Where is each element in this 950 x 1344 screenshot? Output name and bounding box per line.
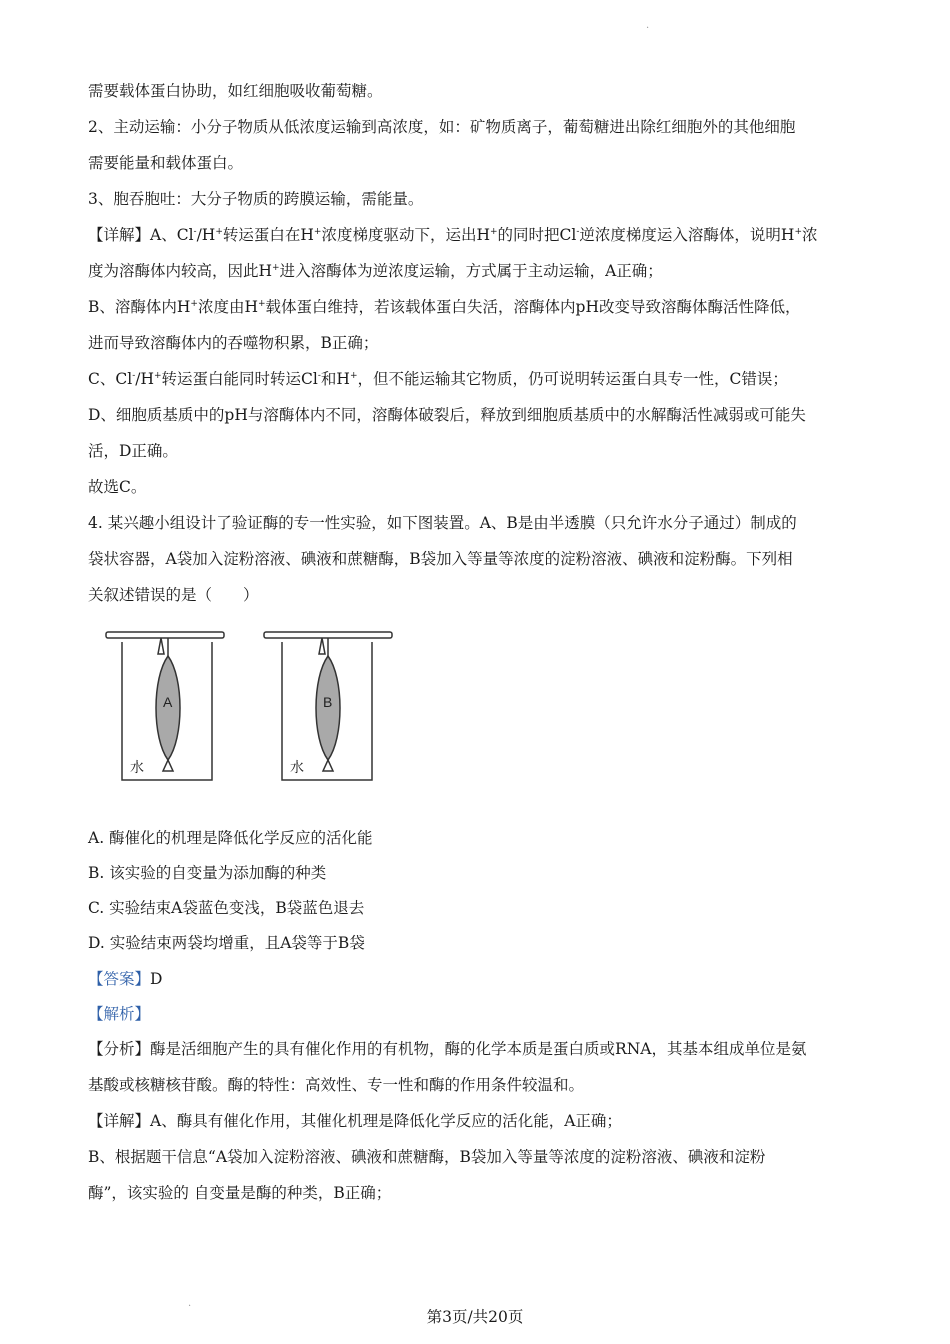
page-mark-dot: . <box>646 20 650 31</box>
answer-value: D <box>150 970 163 988</box>
analysis-line: B、根据题干信息“A袋加入淀粉溶液、碘液和蔗糖酶，B袋加入等量等浓度的淀粉溶液、碘液和淀粉 <box>88 1148 766 1166</box>
answer-line <box>88 968 868 990</box>
text-line: 2、主动运输：小分子物质从低浓度运输到高浓度，如：矿物质离子，葡萄糖进出除红细胞外的其他细胞 <box>88 118 796 136</box>
detail-line: 【详解】A、Cl-/H+转运蛋白在H+浓度梯度驱动下，运出H+的同时把Cl-逆浓度梯度运入溶酶体，说明H+浓 <box>88 226 818 244</box>
water-label-a: 水 <box>130 760 144 776</box>
water-label-b: 水 <box>290 760 304 776</box>
support-rod-a <box>106 632 224 638</box>
bag-b-label: B <box>323 694 333 710</box>
support-rod-b <box>264 632 392 638</box>
text-line: C、Cl-/H+转运蛋白能同时转运Cl-和H+，但不能运输其它物质，仍可说明转运蛋白具专一性，C错误； <box>88 370 788 388</box>
text-line: 3、胞吞胞吐：大分子物质的跨膜运输，需能量。 <box>88 190 424 208</box>
text-line: 度为溶酶体内较高，因此H+进入溶酶体为逆浓度运输，方式属于主动运输，A正确； <box>88 262 663 280</box>
question-stem: 4. 某兴趣小组设计了验证酶的专一性实验，如下图装置。A、B是由半透膜（只允许水分子通过）制成的 <box>88 514 797 532</box>
analysis-tag: 【解析】 <box>88 1005 151 1023</box>
option-a: A. 酶催化的机理是降低化学反应的活化能 <box>88 829 373 847</box>
option-d: D. 实验结束两袋均增重，且A袋等于B袋 <box>88 934 365 952</box>
answer-tag: 【答案】 <box>88 970 151 988</box>
bag-a-label: A <box>163 694 173 710</box>
text-line: B、溶酶体内H+浓度由H+载体蛋白维持，若该载体蛋白失活，溶酶体内pH改变导致溶酶体酶活性降低， <box>88 298 801 316</box>
analysis-line: 酶”，该实验的 自变量是酶的种类，B正确； <box>88 1184 392 1202</box>
text-line: D、细胞质基质中的pH与溶酶体内不同，溶酶体破裂后，释放到细胞质基质中的水解酶活性减弱或可能失 <box>88 406 806 424</box>
page-footer: 第3页/共20页 <box>426 1308 524 1326</box>
option-b: B. 该实验的自变量为添加酶的种类 <box>88 864 327 882</box>
text-line: 活，D正确。 <box>88 442 178 460</box>
option-c: C. 实验结束A袋蓝色变浅，B袋蓝色退去 <box>88 899 365 917</box>
text-line: 需要能量和载体蛋白。 <box>88 154 244 172</box>
text-line: 需要载体蛋白协助，如红细胞吸收葡萄糖。 <box>88 82 383 100</box>
question-stem: 关叙述错误的是（ ） <box>88 586 259 604</box>
experiment-figure <box>104 628 404 788</box>
text-line: 进而导致溶酶体内的吞噬物积累，B正确； <box>88 334 379 352</box>
analysis-line: 【分析】酶是活细胞产生的具有催化作用的有机物，酶的化学本质是蛋白质或RNA，其基本组成单位是氨 <box>88 1040 807 1058</box>
analysis-line: 【详解】A、酶具有催化作用，其催化机理是降低化学反应的活化能，A正确； <box>88 1112 622 1130</box>
detail-tag: 【详解】 <box>88 226 151 244</box>
analysis-line: 基酸或核糖核苷酸。酶的特性：高效性、专一性和酶的作用条件较温和。 <box>88 1076 585 1094</box>
text-line: 故选C。 <box>88 478 147 496</box>
question-stem: 袋状容器，A袋加入淀粉溶液、碘液和蔗糖酶，B袋加入等量等浓度的淀粉溶液、碘液和淀粉酶。下列相 <box>88 550 793 568</box>
beaker-diagram <box>104 628 404 788</box>
page-mark-dot: . <box>188 1298 192 1309</box>
